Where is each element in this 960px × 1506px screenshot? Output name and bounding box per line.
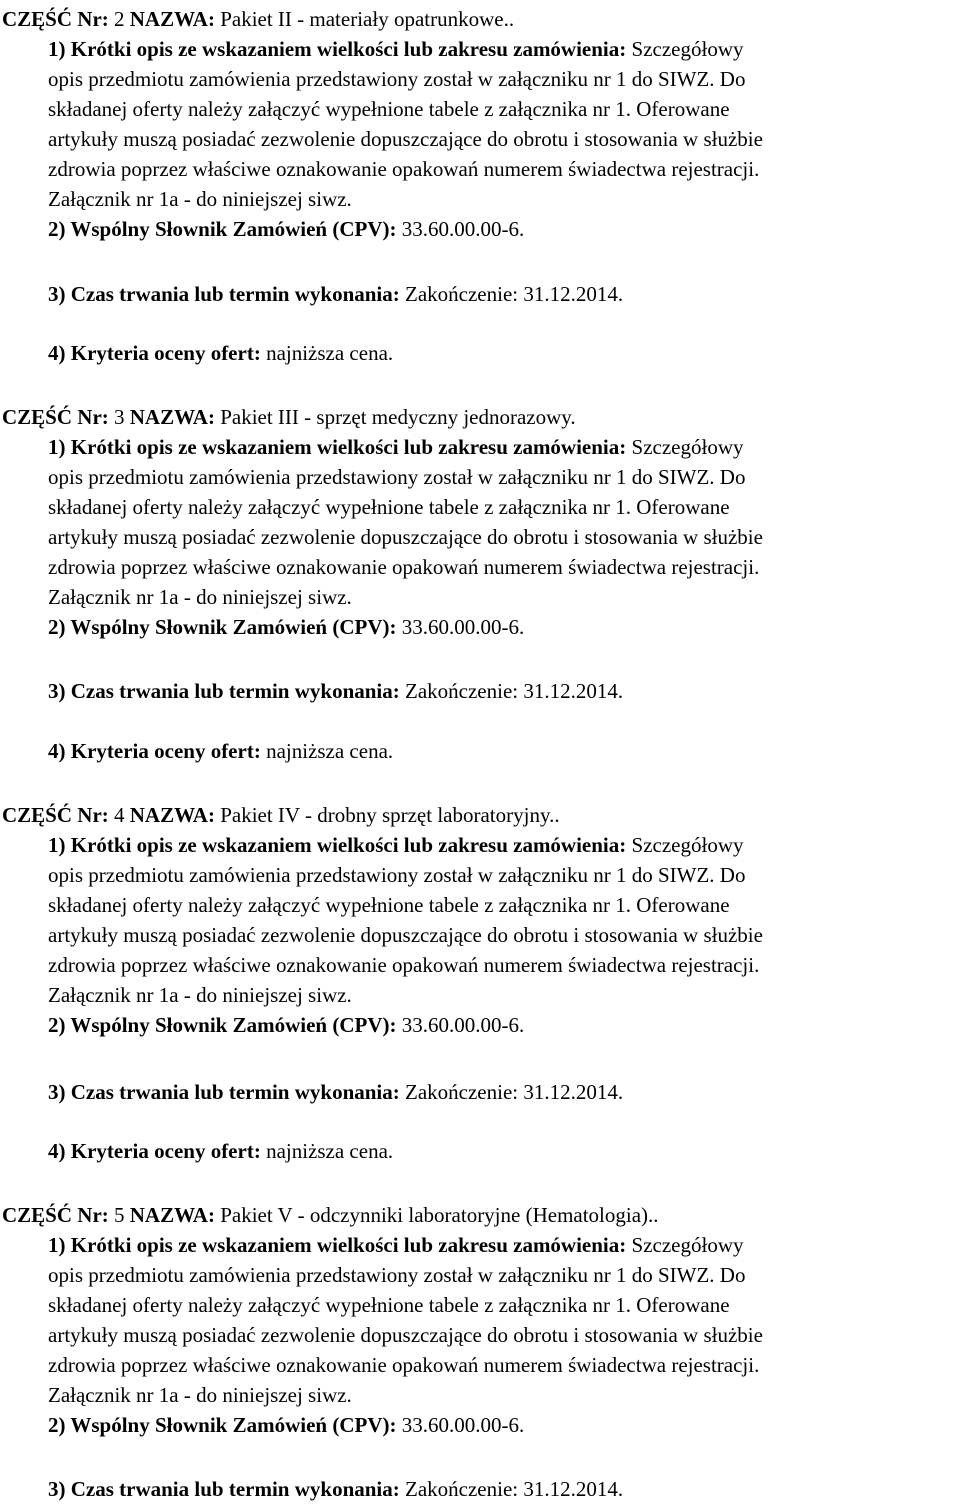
description-text: zdrowia poprzez właściwe oznakowanie opakowań numerem świadectwa rejestracji.: [48, 157, 760, 181]
term-label: 3) Czas trwania lub termin wykonania:: [48, 1080, 400, 1104]
cpv-label: 2) Wspólny Słownik Zamówień (CPV):: [48, 1413, 397, 1437]
term-line: [48, 1474, 623, 1504]
description-text: składanej oferty należy załączyć wypełnione tabele z załącznika nr 1. Oferowane: [48, 1293, 730, 1317]
term-value: Zakończenie: 31.12.2014.: [405, 1477, 624, 1501]
part-name: Pakiet II - materiały opatrunkowe..: [220, 7, 515, 31]
description-text: Szczegółowy: [631, 37, 744, 61]
description-text: opis przedmiotu zamówienia przedstawiony został w załączniku nr 1 do SIWZ. Do: [48, 67, 746, 91]
description-text: opis przedmiotu zamówienia przedstawiony został w załączniku nr 1 do SIWZ. Do: [48, 1263, 746, 1287]
description-first-line: [48, 432, 743, 462]
description-first-line: [48, 1230, 743, 1260]
term-value: Zakończenie: 31.12.2014.: [405, 1080, 624, 1104]
description-text: opis przedmiotu zamówienia przedstawiony został w załączniku nr 1 do SIWZ. Do: [48, 465, 746, 489]
cpv-line: [48, 612, 524, 642]
part-number-label: CZĘŚĆ Nr:: [2, 405, 109, 429]
term-label: 3) Czas trwania lub termin wykonania:: [48, 282, 400, 306]
term-label: 3) Czas trwania lub termin wykonania:: [48, 679, 400, 703]
description-text: zdrowia poprzez właściwe oznakowanie opakowań numerem świadectwa rejestracji.: [48, 1353, 760, 1377]
criteria-value: najniższa cena.: [266, 341, 394, 365]
cpv-value: 33.60.00.00-6.: [401, 217, 525, 241]
description-text: opis przedmiotu zamówienia przedstawiony został w załączniku nr 1 do SIWZ. Do: [48, 863, 746, 887]
criteria-label: 4) Kryteria oceny ofert:: [48, 1139, 261, 1163]
description-text: Szczegółowy: [631, 435, 744, 459]
description-text: składanej oferty należy załączyć wypełnione tabele z załącznika nr 1. Oferowane: [48, 97, 730, 121]
description-text: Załącznik nr 1a - do niniejszej siwz.: [48, 1383, 352, 1407]
part-number: 5: [114, 1203, 125, 1227]
description-text: zdrowia poprzez właściwe oznakowanie opakowań numerem świadectwa rejestracji.: [48, 953, 760, 977]
description-text: zdrowia poprzez właściwe oznakowanie opakowań numerem świadectwa rejestracji.: [48, 555, 760, 579]
term-line: [48, 279, 623, 309]
description-text: artykuły muszą posiadać zezwolenie dopuszczające do obrotu i stosowania w służbie: [48, 1323, 763, 1347]
part-name-label: NAZWA:: [129, 7, 215, 31]
part-number: 2: [114, 7, 125, 31]
cpv-value: 33.60.00.00-6.: [401, 615, 525, 639]
term-value: Zakończenie: 31.12.2014.: [405, 282, 624, 306]
description-text: Załącznik nr 1a - do niniejszej siwz.: [48, 983, 352, 1007]
criteria-line: [48, 1136, 393, 1166]
criteria-line: [48, 736, 393, 766]
part-number: 4: [114, 803, 125, 827]
cpv-line: [48, 214, 524, 244]
cpv-label: 2) Wspólny Słownik Zamówień (CPV):: [48, 1013, 397, 1037]
description-text: artykuły muszą posiadać zezwolenie dopuszczające do obrotu i stosowania w służbie: [48, 923, 763, 947]
part-header: [2, 800, 560, 830]
part-number: 3: [114, 405, 125, 429]
cpv-line: [48, 1010, 524, 1040]
description-first-line: [48, 830, 743, 860]
part-name-label: NAZWA:: [129, 1203, 215, 1227]
term-line: [48, 676, 623, 706]
term-value: Zakończenie: 31.12.2014.: [405, 679, 624, 703]
criteria-label: 4) Kryteria oceny ofert:: [48, 739, 261, 763]
part-name-label: NAZWA:: [129, 803, 215, 827]
description-text: artykuły muszą posiadać zezwolenie dopuszczające do obrotu i stosowania w służbie: [48, 127, 763, 151]
term-line: [48, 1077, 623, 1107]
criteria-value: najniższa cena.: [266, 739, 394, 763]
description-text: Załącznik nr 1a - do niniejszej siwz.: [48, 187, 352, 211]
criteria-label: 4) Kryteria oceny ofert:: [48, 341, 261, 365]
part-number-label: CZĘŚĆ Nr:: [2, 1203, 109, 1227]
description-label: 1) Krótki opis ze wskazaniem wielkości lub zakresu zamówienia:: [48, 435, 627, 459]
part-number-label: CZĘŚĆ Nr:: [2, 7, 109, 31]
part-number-label: CZĘŚĆ Nr:: [2, 803, 109, 827]
cpv-value: 33.60.00.00-6.: [401, 1013, 525, 1037]
cpv-label: 2) Wspólny Słownik Zamówień (CPV):: [48, 217, 397, 241]
description-text: Szczegółowy: [631, 833, 744, 857]
description-text: składanej oferty należy załączyć wypełnione tabele z załącznika nr 1. Oferowane: [48, 495, 730, 519]
part-header: [2, 4, 514, 34]
description-text: Załącznik nr 1a - do niniejszej siwz.: [48, 585, 352, 609]
description-first-line: [48, 34, 743, 64]
part-name-label: NAZWA:: [129, 405, 215, 429]
term-label: 3) Czas trwania lub termin wykonania:: [48, 1477, 400, 1501]
part-header: [2, 1200, 659, 1230]
part-header: [2, 402, 576, 432]
criteria-line: [48, 338, 393, 368]
description-label: 1) Krótki opis ze wskazaniem wielkości lub zakresu zamówienia:: [48, 833, 627, 857]
description-label: 1) Krótki opis ze wskazaniem wielkości lub zakresu zamówienia:: [48, 37, 627, 61]
part-name: Pakiet IV - drobny sprzęt laboratoryjny..: [220, 803, 560, 827]
part-name: Pakiet V - odczynniki laboratoryjne (Hematologia)..: [220, 1203, 659, 1227]
cpv-line: [48, 1410, 524, 1440]
description-text: artykuły muszą posiadać zezwolenie dopuszczające do obrotu i stosowania w służbie: [48, 525, 763, 549]
description-text: Szczegółowy: [631, 1233, 744, 1257]
part-name: Pakiet III - sprzęt medyczny jednorazowy.: [220, 405, 576, 429]
criteria-value: najniższa cena.: [266, 1139, 394, 1163]
cpv-value: 33.60.00.00-6.: [401, 1413, 525, 1437]
cpv-label: 2) Wspólny Słownik Zamówień (CPV):: [48, 615, 397, 639]
description-label: 1) Krótki opis ze wskazaniem wielkości lub zakresu zamówienia:: [48, 1233, 627, 1257]
description-text: składanej oferty należy załączyć wypełnione tabele z załącznika nr 1. Oferowane: [48, 893, 730, 917]
